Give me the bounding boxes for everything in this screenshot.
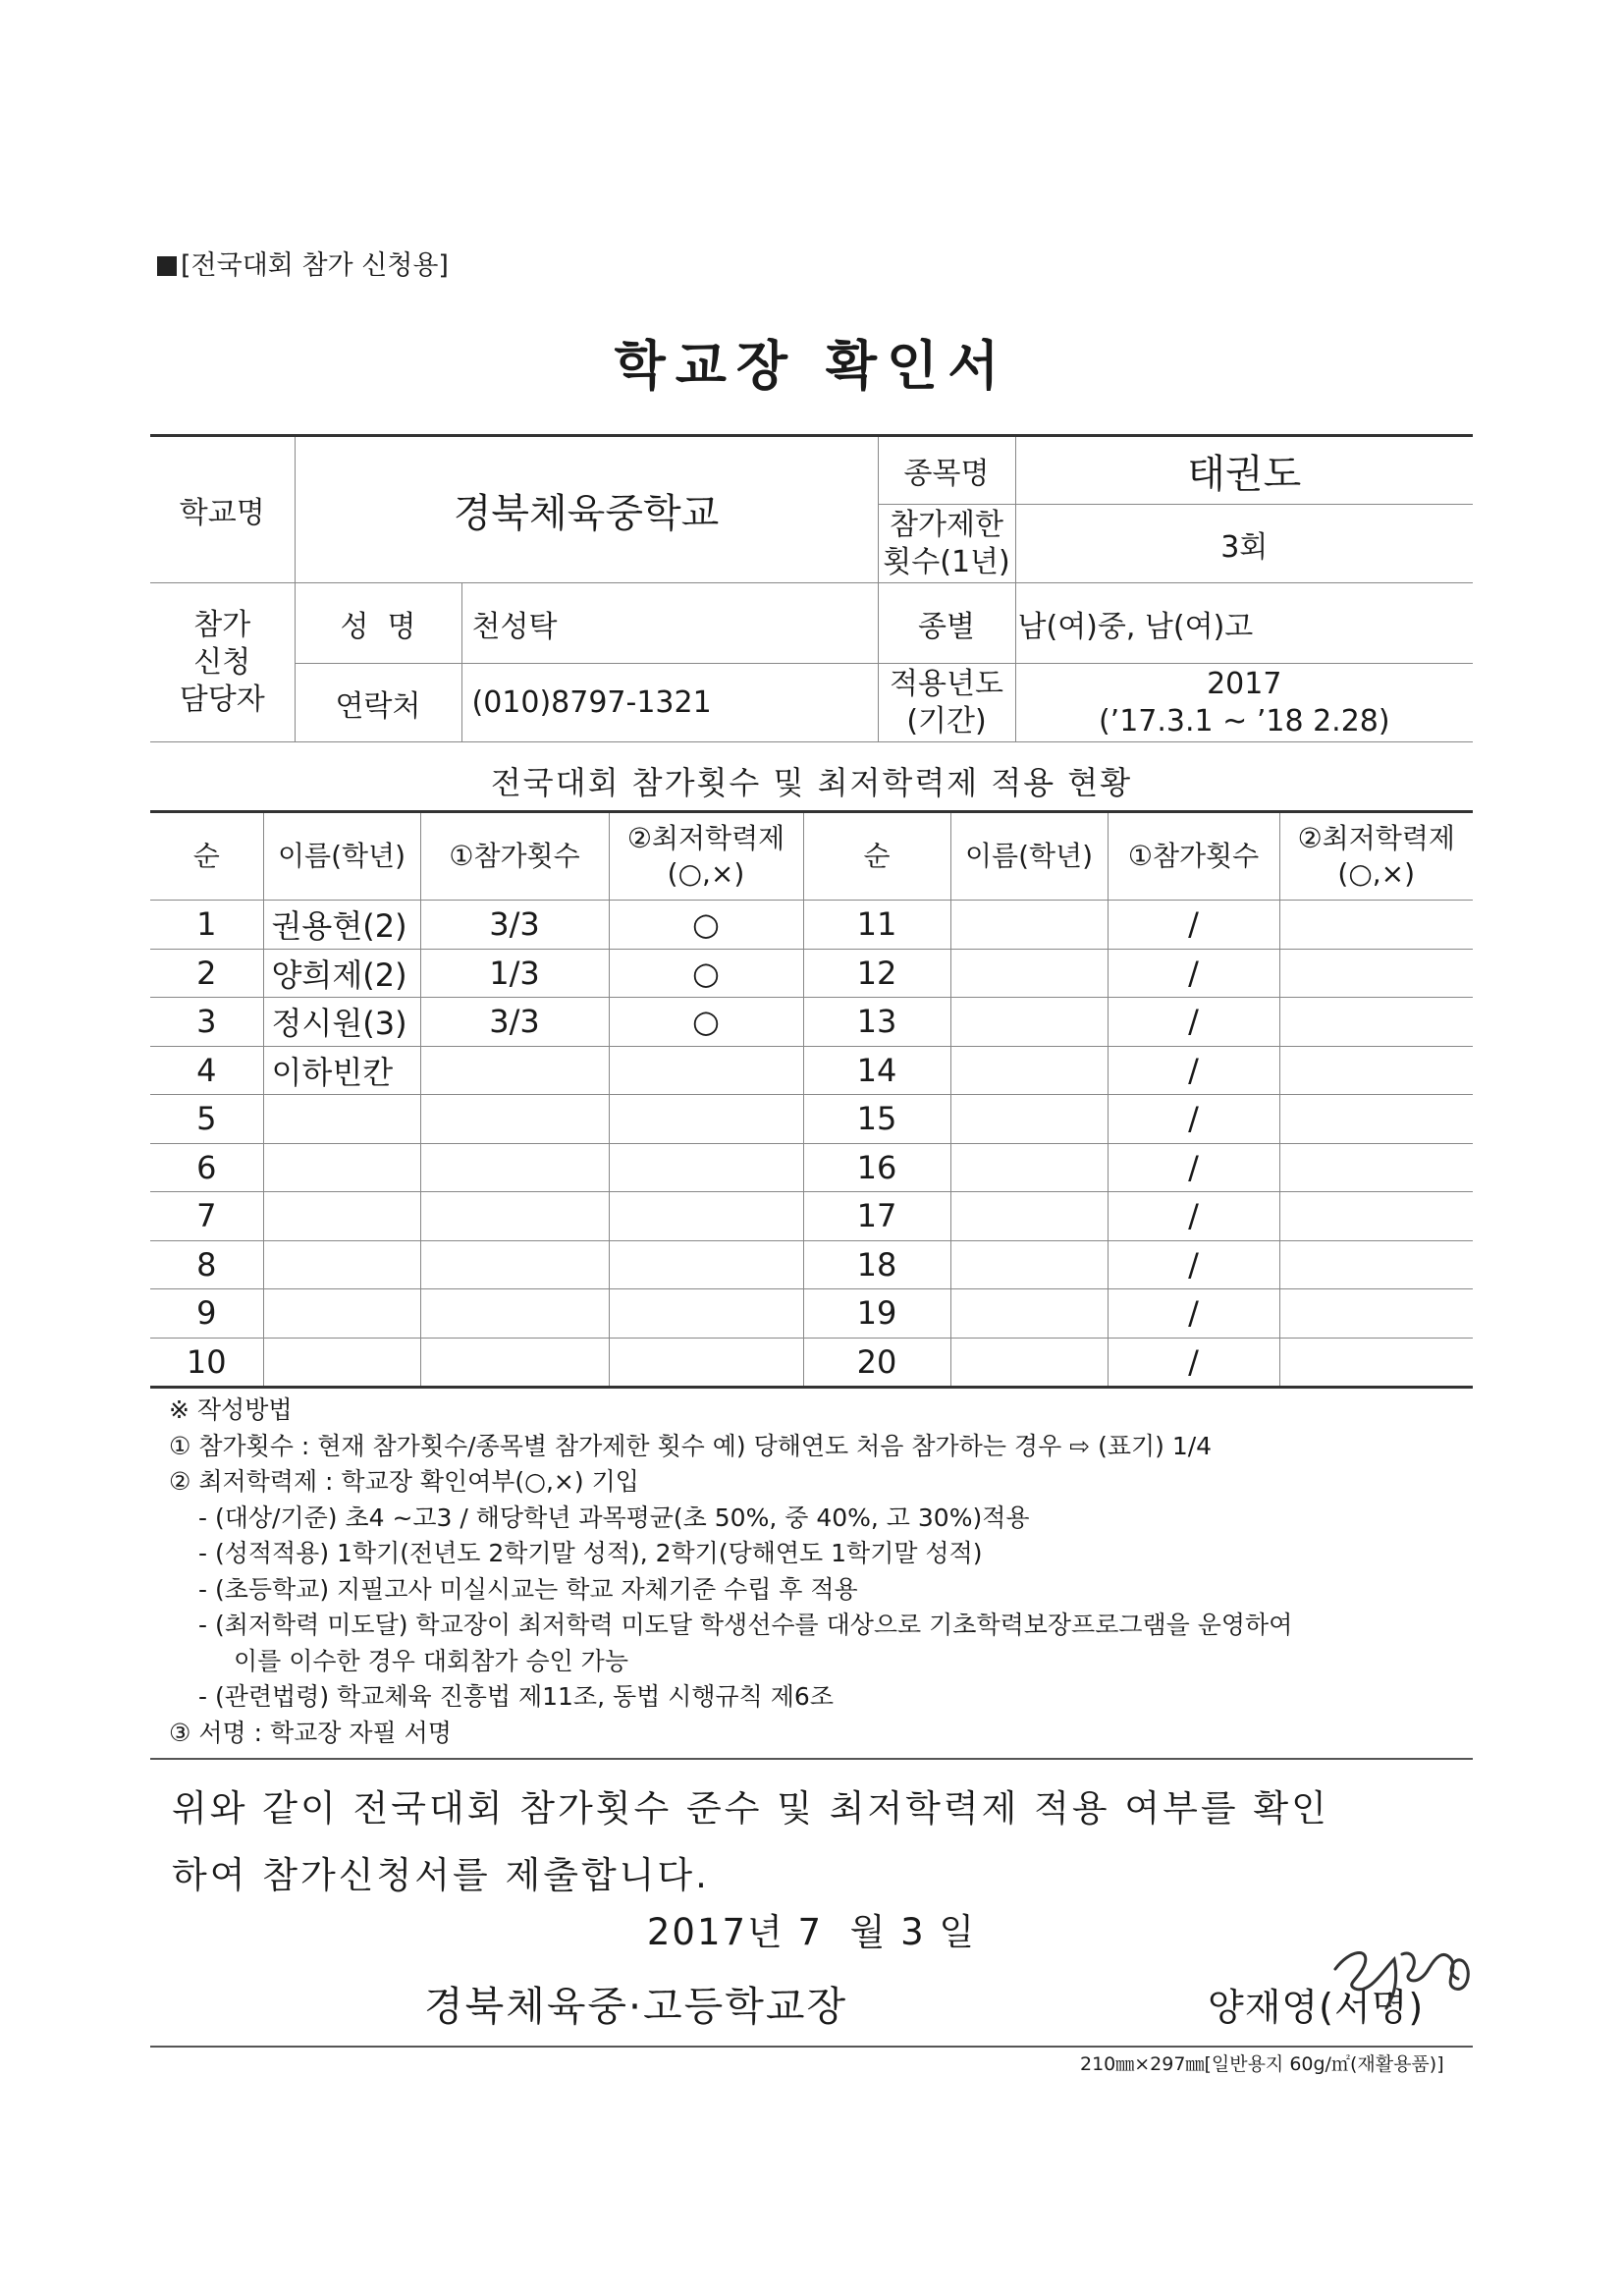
- row-name: [263, 1338, 420, 1388]
- row-name-2: [950, 1240, 1108, 1289]
- table-row: [150, 901, 1473, 950]
- row-name: [263, 1192, 420, 1241]
- school-label: 학교명: [150, 436, 295, 583]
- row-count: 1/3: [420, 949, 609, 998]
- note-item-1: ① 참가횟수 : 현재 참가횟수/종목별 참가제한 횟수 예) 당해연도 처음 참가하는 경우 ⇨ (표기) 1/4: [169, 1431, 1213, 1460]
- year-label: 적용년도 (기간): [878, 664, 1015, 742]
- col-name-2: 이름(학년): [950, 812, 1108, 901]
- table-row: [150, 1143, 1473, 1192]
- row-count: [420, 1338, 609, 1388]
- row-number: 1: [150, 901, 263, 950]
- col-academic-2: ②최저학력제 (○,×): [1279, 812, 1473, 901]
- form-tag: [전국대회 참가 신청용]: [157, 244, 449, 282]
- table-row: [150, 1240, 1473, 1289]
- row-number: 2: [150, 949, 263, 998]
- row-count: [420, 1192, 609, 1241]
- table-row: [150, 998, 1473, 1047]
- square-bullet-icon: [157, 256, 177, 276]
- year-value: 2017 (’17.3.1 ~ ’18 2.28): [1015, 664, 1473, 742]
- row-academic-2: [1279, 1338, 1473, 1388]
- row-count-2: /: [1108, 1192, 1279, 1241]
- table-row: [150, 1192, 1473, 1241]
- row-academic-2: [1279, 1289, 1473, 1339]
- row-number-2: 16: [803, 1143, 950, 1192]
- table-row: [150, 1338, 1473, 1388]
- row-academic: [609, 1338, 803, 1388]
- note-sub-2: - (성적적용) 1학기(전년도 2학기말 성적), 2학기(당해연도 1학기말 성적): [198, 1539, 983, 1567]
- limit-value: 3회: [1015, 505, 1473, 583]
- note-item-3: ③ 서명 : 학교장 자필 서명: [169, 1718, 452, 1747]
- row-academic-2: [1279, 1095, 1473, 1144]
- participants-table: [150, 810, 1473, 1389]
- row-count-2: /: [1108, 949, 1279, 998]
- row-count-2: /: [1108, 1095, 1279, 1144]
- row-number-2: 13: [803, 998, 950, 1047]
- row-academic: [609, 1046, 803, 1095]
- row-academic-2: [1279, 1046, 1473, 1095]
- row-name: [263, 1095, 420, 1144]
- row-academic-2: [1279, 1143, 1473, 1192]
- note-sub-1: - (대상/기준) 초4 ~고3 / 해당학년 과목평균(초 50%, 중 40%, 고 30%)적용: [198, 1503, 1030, 1532]
- school-name: 경북체육중학교: [295, 436, 878, 583]
- event-label: 종목명: [878, 436, 1015, 505]
- note-sub-4: - (최저학력 미도달) 학교장이 최저학력 미도달 학생선수를 대상으로 기초학력보장프로그램을 운영하여: [198, 1611, 1293, 1639]
- row-name: [263, 1240, 420, 1289]
- row-academic-2: [1279, 1192, 1473, 1241]
- row-number: 5: [150, 1095, 263, 1144]
- row-count: 3/3: [420, 901, 609, 950]
- row-number-2: 12: [803, 949, 950, 998]
- row-number: 9: [150, 1289, 263, 1339]
- row-academic: [609, 1240, 803, 1289]
- row-count-2: /: [1108, 998, 1279, 1047]
- limit-label: 참가제한 횟수(1년): [878, 505, 1015, 583]
- row-academic: ○: [609, 998, 803, 1047]
- row-name-2: [950, 1289, 1108, 1339]
- row-name-2: [950, 1338, 1108, 1388]
- phone-value: (010)8797-1321: [461, 664, 878, 742]
- row-name: 권용현(2): [263, 901, 420, 950]
- row-number: 4: [150, 1046, 263, 1095]
- row-name-2: [950, 1192, 1108, 1241]
- table-header-row: [150, 812, 1473, 901]
- principal-title: 경북체육중·고등학교장: [424, 1983, 848, 2030]
- row-count-2: /: [1108, 1289, 1279, 1339]
- col-no: 순: [150, 812, 263, 901]
- document-title: 학교장 확인서: [614, 335, 1009, 397]
- note-item-2: ② 최저학력제 : 학교장 확인여부(○,×) 기입: [169, 1467, 639, 1496]
- row-count: [420, 1289, 609, 1339]
- header-table: [150, 434, 1473, 742]
- row-count-2: /: [1108, 1046, 1279, 1095]
- table-row: [150, 1095, 1473, 1144]
- row-name-2: [950, 949, 1108, 998]
- row-number-2: 11: [803, 901, 950, 950]
- row-name: [263, 1289, 420, 1339]
- row-academic-2: [1279, 998, 1473, 1047]
- divider-bottom: [150, 2046, 1473, 2048]
- col-no-2: 순: [803, 812, 950, 901]
- row-count: 3/3: [420, 998, 609, 1047]
- row-name-2: [950, 1095, 1108, 1144]
- contact-group-label: 참가 신청 담당자: [150, 583, 295, 742]
- row-academic: ○: [609, 901, 803, 950]
- row-name-2: [950, 1046, 1108, 1095]
- row-name: 양희제(2): [263, 949, 420, 998]
- row-name: 이하빈칸: [263, 1046, 420, 1095]
- note-sub-4b: 이를 이수한 경우 대회참가 승인 가능: [234, 1646, 628, 1675]
- signer-name: 양재영(서명): [1208, 1986, 1425, 2029]
- row-number-2: 18: [803, 1240, 950, 1289]
- row-academic-2: [1279, 949, 1473, 998]
- row-count: [420, 1143, 609, 1192]
- row-name: 정시원(3): [263, 998, 420, 1047]
- row-number-2: 14: [803, 1046, 950, 1095]
- row-number: 7: [150, 1192, 263, 1241]
- category-label: 종별: [878, 583, 1015, 664]
- instructions: [169, 1393, 1292, 1751]
- paper-spec: 210㎜×297㎜[일반용지 60g/㎡(재활용품)]: [1080, 2053, 1444, 2075]
- name-label: 성 명: [295, 583, 461, 664]
- section-title: 전국대회 참가횟수 및 최저학력제 적용 현황: [490, 764, 1133, 801]
- row-number-2: 17: [803, 1192, 950, 1241]
- row-name-2: [950, 998, 1108, 1047]
- row-number: 3: [150, 998, 263, 1047]
- category-value: 남(여)중, 남(여)고: [1015, 583, 1473, 664]
- row-name-2: [950, 1143, 1108, 1192]
- name-value: 천성탁: [461, 583, 878, 664]
- table-row: [150, 949, 1473, 998]
- phone-label: 연락처: [295, 664, 461, 742]
- row-number: 6: [150, 1143, 263, 1192]
- row-number: 10: [150, 1338, 263, 1388]
- notes-heading: ※ 작성방법: [169, 1395, 293, 1424]
- row-count-2: /: [1108, 1143, 1279, 1192]
- row-number-2: 15: [803, 1095, 950, 1144]
- table-row: [150, 1046, 1473, 1095]
- col-count-2: ①참가횟수: [1108, 812, 1279, 901]
- row-count-2: /: [1108, 1338, 1279, 1388]
- row-name-2: [950, 901, 1108, 950]
- row-academic: [609, 1095, 803, 1144]
- col-name: 이름(학년): [263, 812, 420, 901]
- row-academic: [609, 1143, 803, 1192]
- note-sub-5: - (관련법령) 학교체육 진흥법 제11조, 동법 시행규칙 제6조: [198, 1682, 834, 1711]
- row-number-2: 19: [803, 1289, 950, 1339]
- row-academic: [609, 1192, 803, 1241]
- row-count: [420, 1095, 609, 1144]
- handwritten-signature-icon: [1325, 1930, 1492, 2018]
- row-number: 8: [150, 1240, 263, 1289]
- divider-top: [150, 1758, 1473, 1760]
- row-academic-2: [1279, 901, 1473, 950]
- table-row: [150, 1289, 1473, 1339]
- row-count: [420, 1240, 609, 1289]
- statement: 위와 같이 전국대회 참가횟수 준수 및 최저학력제 적용 여부를 확인 하여 참가신청서를 제출합니다.: [172, 1787, 1329, 1896]
- row-count: [420, 1046, 609, 1095]
- row-count-2: /: [1108, 1240, 1279, 1289]
- event-name: 태권도: [1015, 436, 1473, 505]
- col-academic: ②최저학력제 (○,×): [609, 812, 803, 901]
- row-academic: [609, 1289, 803, 1339]
- col-count: ①참가횟수: [420, 812, 609, 901]
- row-name: [263, 1143, 420, 1192]
- row-academic-2: [1279, 1240, 1473, 1289]
- note-sub-3: - (초등학교) 지필고사 미실시교는 학교 자체기준 수립 후 적용: [198, 1574, 858, 1604]
- issue-date: 2017년 7 월 3 일: [646, 1911, 977, 1953]
- row-count-2: /: [1108, 901, 1279, 950]
- row-number-2: 20: [803, 1338, 950, 1388]
- row-academic: ○: [609, 949, 803, 998]
